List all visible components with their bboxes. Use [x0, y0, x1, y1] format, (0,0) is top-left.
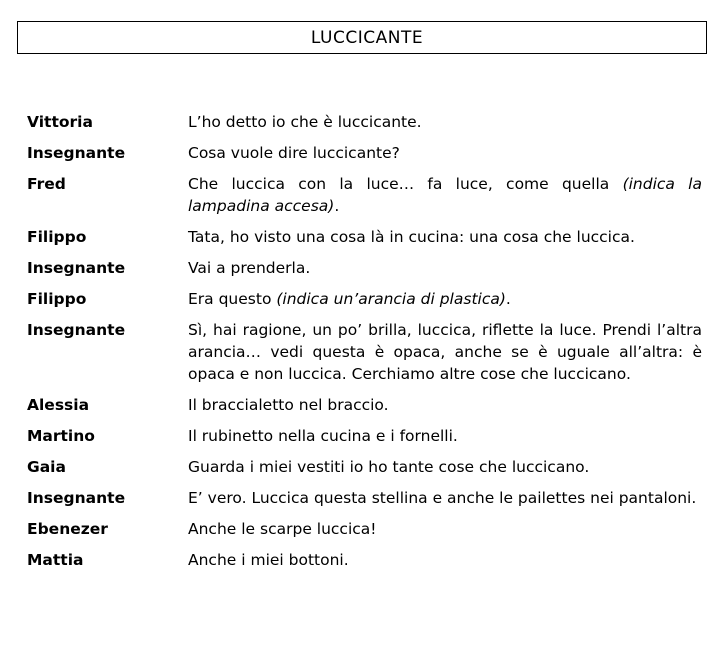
line-text: Cosa vuole dire luccicante?: [188, 144, 400, 162]
dialogue-line: [188, 394, 702, 416]
line-text: Che luccica con la luce… fa luce, come quella: [188, 175, 623, 193]
dialogue-row: [27, 487, 702, 509]
dialogue-row: [27, 257, 702, 279]
line-end-punctuation: .: [334, 197, 340, 215]
page-title: LUCCICANTE: [310, 27, 424, 48]
speaker-name: Vittoria: [27, 113, 93, 131]
speaker-name: Insegnante: [27, 321, 126, 339]
stage-direction: (indica un’arancia di plastica): [276, 290, 506, 308]
dialogue-row: [27, 319, 702, 385]
speaker-name: Gaia: [27, 458, 66, 476]
line-text: Il rubinetto nella cucina e i fornelli.: [188, 427, 458, 445]
dialogue-line: [188, 142, 702, 164]
stage-direction: (indica la lampadina accesa): [188, 175, 702, 215]
dialogue-line: [188, 456, 702, 478]
line-text: Anche le scarpe luccica!: [188, 520, 377, 538]
dialogue-row: [27, 456, 702, 478]
dialogue-row: [27, 518, 702, 540]
speaker-name: Insegnante: [27, 259, 126, 277]
dialogue-line: [188, 549, 702, 571]
speaker-name: Filippo: [27, 290, 87, 308]
speaker-name: Insegnante: [27, 144, 126, 162]
line-text: Era questo: [188, 290, 277, 308]
dialogue-row: [27, 394, 702, 416]
dialogue-transcript: [27, 111, 702, 580]
dialogue-line: [188, 518, 702, 540]
dialogue-line: [188, 226, 702, 248]
dialogue-row: [27, 142, 702, 164]
line-text: L’ho detto io che è luccicante.: [188, 113, 422, 131]
speaker-name: Fred: [27, 175, 66, 193]
speaker-name: Filippo: [27, 228, 87, 246]
dialogue-row: [27, 288, 702, 310]
speaker-name: Ebenezer: [27, 520, 108, 538]
dialogue-row: [27, 549, 702, 571]
title-box: [17, 21, 707, 54]
dialogue-line: [188, 173, 702, 217]
speaker-name: Insegnante: [27, 489, 126, 507]
line-text: Il braccialetto nel braccio.: [188, 396, 389, 414]
line-text: Sì, hai ragione, un po’ brilla, luccica, riflette la luce. Prendi l’altra arancia… vedi questa è opaca, anche se è uguale all’altra: è opaca e non luccica. Cerchiamo altre cose che luccicano.: [188, 321, 702, 383]
line-text: Guarda i miei vestiti io ho tante cose che luccicano.: [188, 458, 590, 476]
line-text: Vai a prenderla.: [188, 259, 311, 277]
speaker-name: Martino: [27, 427, 95, 445]
dialogue-row: [27, 226, 702, 248]
dialogue-line: [188, 111, 702, 133]
dialogue-line: [188, 257, 702, 279]
dialogue-row: [27, 173, 702, 217]
speaker-name: Alessia: [27, 396, 90, 414]
line-text: E’ vero. Luccica questa stellina e anche le pailettes nei pantaloni.: [188, 489, 697, 507]
line-end-punctuation: .: [505, 290, 511, 308]
dialogue-row: [27, 111, 702, 133]
speaker-name: Mattia: [27, 551, 84, 569]
line-text: Tata, ho visto una cosa là in cucina: una cosa che luccica.: [188, 228, 635, 246]
line-text: Anche i miei bottoni.: [188, 551, 349, 569]
dialogue-line: [188, 487, 702, 509]
dialogue-row: [27, 425, 702, 447]
dialogue-line: [188, 319, 702, 385]
dialogue-line: [188, 288, 702, 310]
dialogue-line: [188, 425, 702, 447]
